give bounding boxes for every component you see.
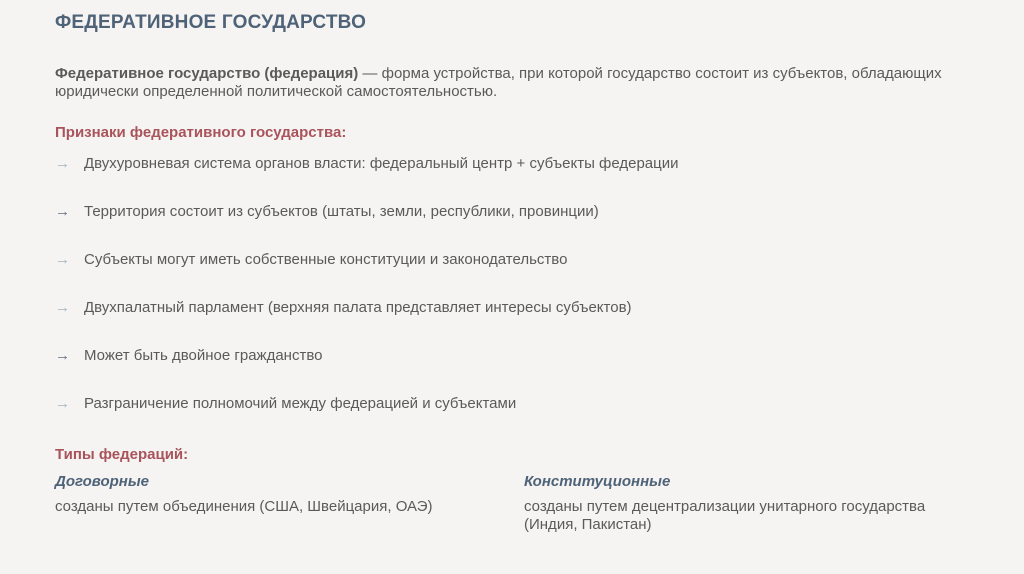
- features-heading: Признаки федеративного государства:: [55, 124, 347, 141]
- type-constitutional: [524, 472, 944, 534]
- list-item: [55, 346, 955, 394]
- arrow-right-icon: →: [55, 347, 70, 364]
- features-list: [55, 154, 955, 442]
- definition-paragraph: [55, 65, 955, 101]
- type-name: Договорные: [55, 473, 150, 490]
- feature-text: Субъекты могут иметь собственные конституции и законодательство: [84, 251, 568, 268]
- list-item: [55, 154, 955, 202]
- type-description: созданы путем объединения (США, Швейцария, ОАЭ): [55, 498, 433, 515]
- feature-text: Двухпалатный парламент (верхняя палата представляет интересы субъектов): [84, 299, 632, 316]
- arrow-right-icon: →: [55, 251, 70, 268]
- arrow-right-icon: →: [55, 155, 70, 172]
- feature-text: Разграничение полномочий между федерацией и субъектами: [84, 395, 517, 412]
- arrow-right-icon: →: [55, 299, 70, 316]
- type-description: созданы путем децентрализации унитарного государства (Индия, Пакистан): [524, 498, 926, 533]
- list-item: [55, 250, 955, 298]
- list-item: [55, 202, 955, 250]
- feature-text: Двухуровневая система органов власти: федеральный центр + субъекты федерации: [84, 155, 679, 172]
- type-contractual: [55, 472, 455, 516]
- page-title: ФЕДЕРАТИВНОЕ ГОСУДАРСТВО: [55, 12, 367, 33]
- list-item: [55, 298, 955, 346]
- type-name: Конституционные: [524, 473, 671, 490]
- definition-text: — форма устройства, при которой государство состоит из субъектов, обладающих юридически определенной политической самостоятельностью.: [55, 65, 942, 100]
- arrow-right-icon: →: [55, 203, 70, 220]
- feature-text: Может быть двойное гражданство: [84, 347, 323, 364]
- feature-text: Территория состоит из субъектов (штаты, земли, республики, провинции): [84, 203, 599, 220]
- arrow-right-icon: →: [55, 395, 70, 412]
- definition-term: Федеративное государство (федерация): [55, 65, 359, 82]
- list-item: [55, 394, 955, 442]
- types-heading: Типы федераций:: [55, 446, 189, 463]
